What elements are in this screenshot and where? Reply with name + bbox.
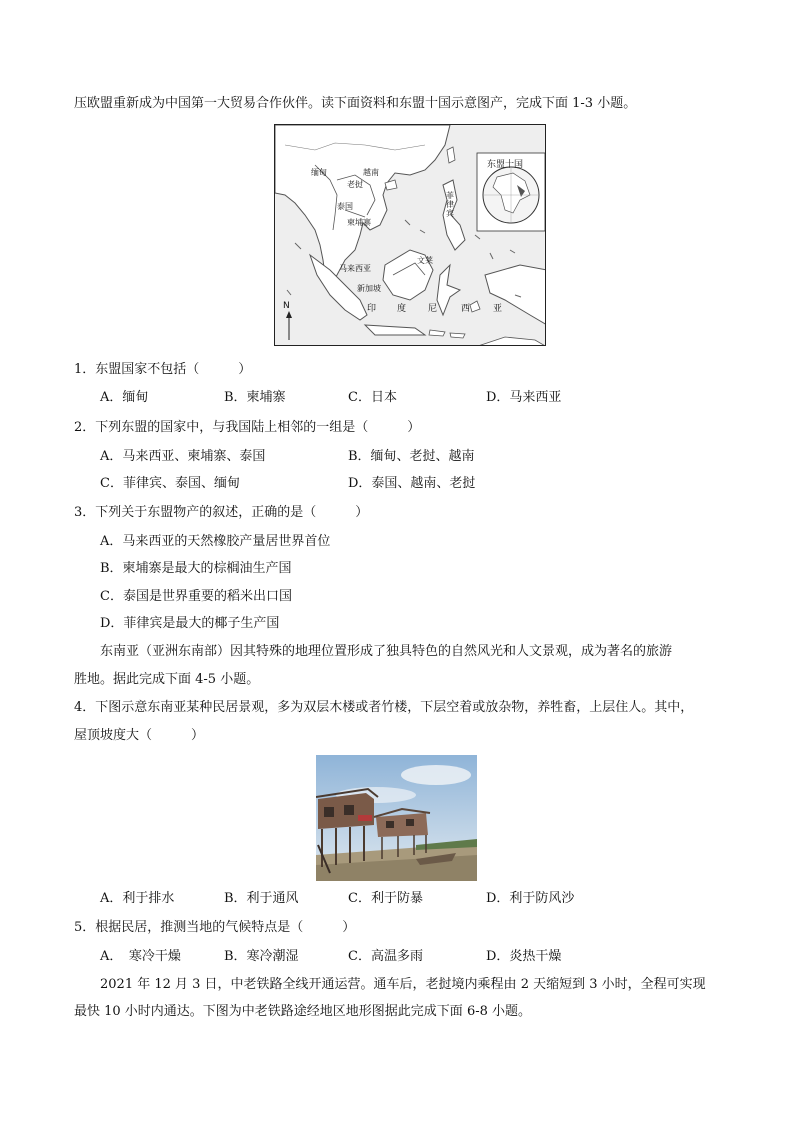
q4-option-a: A．利于排水 [100,891,175,906]
q4-option-c: C．利于防暴 [348,891,423,906]
label-cambodia: 柬埔寨 [347,218,371,227]
passage2-line1: 东南亚（亚洲东南部）因其特殊的地理位置形成了独具特色的自然风光和人文景观，成为著名的旅游 [100,644,673,659]
intro-text: 压欧盟重新成为中国第一大贸易合作伙伴。读下面资料和东盟十国示意图产，完成下面 1-3 小题。 [74,96,637,111]
q2-stem: 2．下列东盟的国家中，与我国陆上相邻的一组是（ ） [74,420,421,435]
label-indonesia-3: 尼 [428,304,438,314]
q3-option-d: D．菲律宾是最大的椰子生产国 [100,616,280,631]
q2-option-c: C．菲律宾、泰国、缅甸 [100,476,240,491]
label-thailand: 泰国 [337,202,353,211]
q2-option-d: D．泰国、越南、老挝 [348,476,476,491]
q1-stem: 1．东盟国家不包括（ ） [74,362,252,377]
label-indonesia-1: 印 [367,304,377,314]
q5-option-d: D．炎热干燥 [486,949,562,964]
label-brunei: 文莱 [417,256,433,265]
q5-stem: 5．根据民居，推测当地的气候特点是（ ） [74,920,356,935]
q5-option-c: C．高温多雨 [348,949,423,964]
inset-title: 东盟十国 [487,160,524,170]
q1-option-b: B．柬埔寨 [224,390,286,405]
label-indonesia-2: 度 [397,304,407,314]
passage3-line2: 最快 10 小时内通达。下图为中老铁路途经地区地形图据此完成下面 6-8 小题。 [74,1004,532,1019]
label-malaysia: 马来西亚 [339,264,371,273]
label-indonesia-5: 亚 [493,304,503,314]
q4-stem-line2: 屋顶坡度大（ ） [74,728,205,743]
q3-stem: 3．下列关于东盟物产的叙述，正确的是（ ） [74,505,369,520]
q5-option-a: A． 寒冷干燥 [100,949,181,964]
q3-option-a: A．马来西亚的天然橡胶产量居世界首位 [100,534,331,549]
q2-option-a: A．马来西亚、柬埔寨、泰国 [100,449,266,464]
label-myanmar: 缅甸 [311,168,327,177]
label-north: N [283,301,290,311]
stilt-house-photo [316,755,477,881]
label-philippines: 菲律宾 [446,191,454,218]
q3-option-b: B．柬埔寨是最大的棕榈油生产国 [100,561,292,576]
q2-option-b: B．缅甸、老挝、越南 [348,449,475,464]
q3-option-c: C．泰国是世界重要的稻米出口国 [100,589,292,604]
q5-option-b: B．寒冷潮湿 [224,949,299,964]
passage2-line2: 胜地。据此完成下面 4-5 小题。 [74,672,260,687]
asean-map [274,124,546,346]
q1-option-a: A．缅甸 [100,390,149,405]
q1-option-d: D．马来西亚 [486,390,562,405]
label-vietnam: 越南 [363,168,379,177]
q4-option-d: D．利于防风沙 [486,891,575,906]
label-laos: 老挝 [347,180,363,189]
passage3-line1: 2021 年 12 月 3 日，中老铁路全线开通运营。通车后，老挝境内乘程由 2 天缩短到 3 小时，全程可实现 [100,977,706,992]
label-indonesia-4: 西 [461,304,471,314]
label-singapore: 新加坡 [357,284,381,293]
q4-stem-line1: 4．下图示意东南亚某种民居景观，多为双层木楼或者竹楼，下层空着或放杂物，养牲畜，上层住人。其中， [74,700,694,715]
q1-option-c: C．日本 [348,390,397,405]
q4-option-b: B．利于通风 [224,891,299,906]
